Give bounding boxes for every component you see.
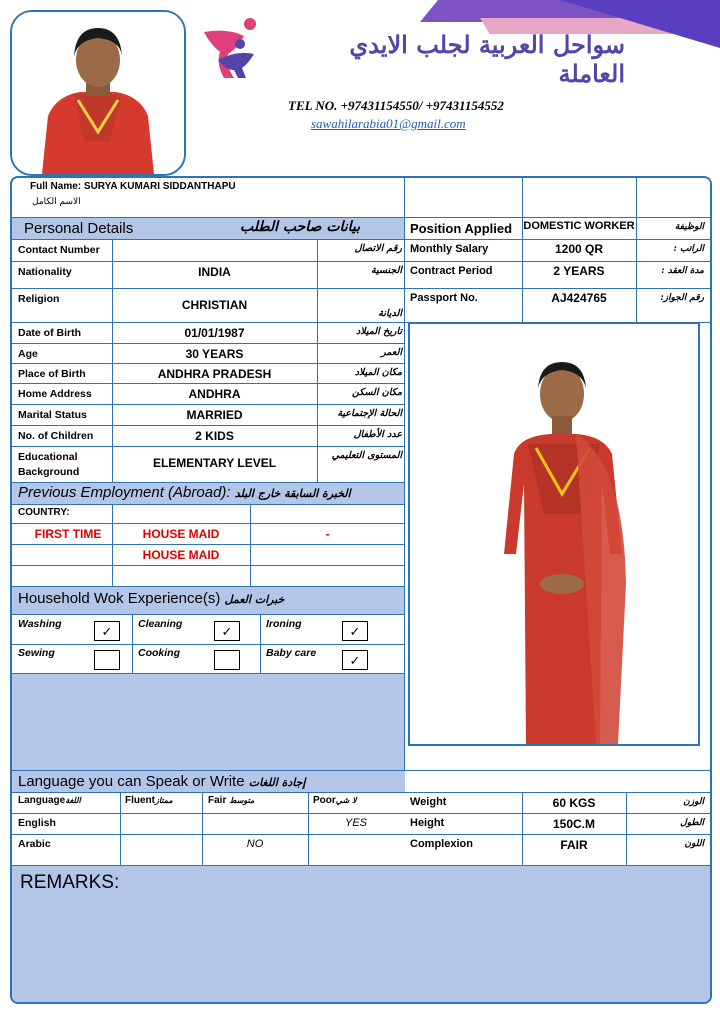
physical-row-label-ar: الوزن <box>683 797 704 807</box>
personal-row-label-ar: رقم الاتصال <box>354 243 402 254</box>
position-row-value: DOMESTIC WORKER <box>523 220 635 232</box>
skill-label: Cooking <box>138 647 180 659</box>
household-label: Household Wok Experience(s) <box>18 590 221 607</box>
personal-row-label: No. of Children <box>18 430 94 442</box>
skill-label: Baby care <box>266 647 317 659</box>
poor-header: Poor <box>313 795 336 806</box>
personal-details-title: Personal Details <box>24 220 134 237</box>
personal-row-label-ar: الجنسية <box>371 265 402 276</box>
physical-row-value: 150C.M <box>552 817 596 831</box>
portrait-photo <box>10 10 186 176</box>
position-row-label-ar: مدة العقد : <box>661 266 704 276</box>
company-logo <box>198 14 264 80</box>
position-row-label-ar: الراتب : <box>673 244 704 254</box>
position-row-label-ar: الوظيفة <box>674 222 704 232</box>
position-row-label: Monthly Salary <box>410 243 489 255</box>
email-link[interactable]: sawahilarabia01@gmail.com <box>311 116 466 131</box>
position-row-label: Contract Period <box>410 265 493 277</box>
personal-row-label-ar: العمر <box>381 347 402 358</box>
personal-row-label: Contact Number <box>18 244 100 256</box>
language-label: Language you can Speak or Write <box>18 773 245 790</box>
physical-row-value: FAIR <box>560 838 588 852</box>
personal-row-label: Place of Birth <box>18 368 86 380</box>
skill-label: Cleaning <box>138 618 183 630</box>
skill-checkbox[interactable] <box>94 650 120 670</box>
previous-employment-label-ar: الخبرة السابقة خارج البلد <box>234 487 351 500</box>
prev-period-value: - <box>325 527 330 541</box>
language-poor-value: YES <box>344 817 367 829</box>
full-name-label-ar: الاسم الكامل <box>32 197 81 207</box>
personal-row-label-ar: المستوى التعليمي <box>331 450 402 461</box>
personal-row-label: Religion <box>18 293 60 305</box>
position-row-label-ar: رقم الجواز: <box>660 293 704 303</box>
personal-row-value: 2 KIDS <box>195 429 234 443</box>
personal-row-value: CHRISTIAN <box>181 298 248 312</box>
physical-row-label: Complexion <box>410 838 473 850</box>
position-row-value: 2 YEARS <box>553 264 605 278</box>
personal-row-label-ar: مكان السكن <box>351 387 402 398</box>
personal-row-value: ANDHRA <box>188 387 241 401</box>
position-row-label: Passport No. <box>410 292 478 304</box>
language-label-ar: إجادة اللغات <box>248 776 306 789</box>
dancing-figures-logo-icon <box>198 14 264 80</box>
company-name: سواحل العربية لجلب الايدي العاملة <box>349 30 625 88</box>
language-header: Language <box>18 795 66 806</box>
language-header-ar: اللغة <box>65 795 81 805</box>
physical-row-label-ar: الطول <box>680 818 704 828</box>
physical-row-label: Weight <box>410 796 447 808</box>
prev-country-value: FIRST TIME <box>34 527 102 541</box>
fluent-col-header <box>125 795 173 806</box>
personal-row-label-ar: تاريخ الميلاد <box>355 326 402 337</box>
skill-checkbox[interactable]: ✓ <box>342 621 368 641</box>
prev-position-value: HOUSE MAID <box>142 527 220 541</box>
language-name: Arabic <box>18 838 51 850</box>
skill-checkbox[interactable]: ✓ <box>342 650 368 670</box>
full-body-photo <box>408 322 700 746</box>
personal-row-label: Marital Status <box>18 409 87 421</box>
poor-header-ar: لا شي <box>335 795 357 805</box>
prev-position-value: HOUSE MAID <box>142 548 220 562</box>
personal-row-label-ar: الديانة <box>378 308 402 319</box>
full-name-value: SURYA KUMARI SIDDANTHAPU <box>83 181 236 192</box>
physical-row-label: Height <box>410 817 445 829</box>
skill-label: Washing <box>18 618 62 630</box>
personal-row-value: 01/01/1987 <box>184 326 245 340</box>
language-title <box>18 773 305 790</box>
telephone-numbers: TEL NO. +97431154550/ +97431154552 <box>288 98 504 113</box>
personal-row-value: INDIA <box>198 265 231 279</box>
household-label-ar: خبرات العمل <box>224 593 285 606</box>
position-row-value: 1200 QR <box>554 242 604 256</box>
fair-col-header <box>208 795 254 806</box>
country-label: COUNTRY: <box>18 507 70 518</box>
person-portrait-icon <box>12 12 184 174</box>
personal-row-label-ar: مكان الميلاد <box>354 367 402 378</box>
position-row-value: AJ424765 <box>551 291 607 305</box>
personal-row-label: Date of Birth <box>18 327 81 339</box>
remarks-label: REMARKS: <box>20 872 120 893</box>
fluent-header-ar: ممتاز <box>155 795 173 805</box>
personal-row-label: Educational Background <box>18 451 80 478</box>
skill-label: Sewing <box>18 647 55 659</box>
fluent-header: Fluent <box>125 795 155 806</box>
physical-row-label-ar: اللون <box>684 839 704 849</box>
fair-header: Fair <box>208 795 227 806</box>
personal-row-label: Home Address <box>18 388 92 400</box>
skill-checkbox[interactable] <box>214 650 240 670</box>
position-row-label: Position Applied <box>410 221 513 236</box>
language-name: English <box>18 817 56 829</box>
personal-row-value: ELEMENTARY LEVEL <box>152 456 277 470</box>
full-name-label-row <box>30 181 236 192</box>
personal-row-label: Nationality <box>18 266 72 278</box>
previous-employment-label: Previous Employment (Abroad): <box>18 484 231 501</box>
personal-row-value: ANDHRA PRADESH <box>157 367 272 381</box>
application-form <box>10 176 712 1004</box>
skill-label: Ironing <box>266 618 302 630</box>
language-col-header <box>18 795 81 806</box>
fair-header-ar: متوسط <box>229 795 255 805</box>
skill-checkbox[interactable]: ✓ <box>214 621 240 641</box>
physical-row-value: 60 KGS <box>552 796 596 810</box>
personal-row-label-ar: عدد الأطفال <box>353 429 402 440</box>
poor-col-header <box>313 795 357 806</box>
household-title <box>18 590 284 607</box>
personal-row-label-ar: الحالة الإجتماعية <box>337 408 402 419</box>
skill-checkbox[interactable]: ✓ <box>94 621 120 641</box>
personal-details-title-ar: بيانات صاحب الطلب <box>240 219 361 235</box>
full-name-label: Full Name: <box>30 181 82 192</box>
personal-row-value: MARRIED <box>186 408 243 422</box>
person-full-body-icon <box>410 324 698 744</box>
personal-row-label: Age <box>18 348 38 360</box>
personal-row-value: 30 YEARS <box>185 347 244 361</box>
previous-employment-title <box>18 484 351 501</box>
language-fair-value: NO <box>246 838 264 850</box>
